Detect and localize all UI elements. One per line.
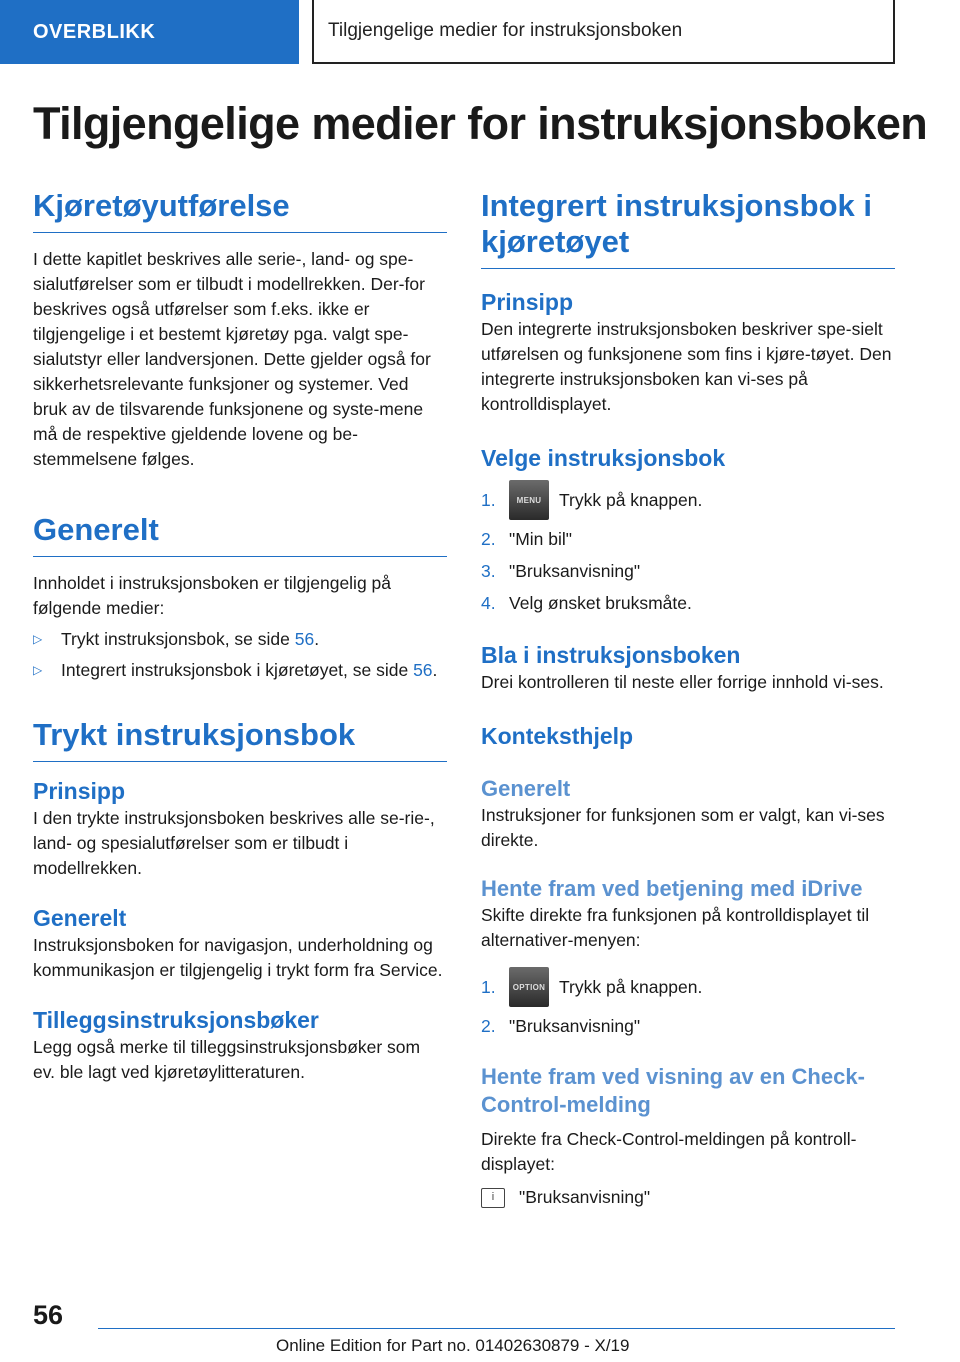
list-item: 1. MENU Trykk på knappen. — [481, 480, 895, 520]
left-column — [33, 188, 447, 1085]
list-item: 3. "Bruksanvisning" — [481, 561, 641, 581]
list-item: 4. Velg ønsket bruksmåte. — [481, 593, 692, 613]
heading-trykt: Trykt instruksjonsbok — [33, 717, 447, 762]
page-header — [0, 0, 960, 66]
heading-generelt-trykt: Generelt — [33, 905, 127, 931]
triangle-bullet-icon: ▷ — [33, 632, 43, 646]
menu-button-icon: MENU — [509, 480, 549, 520]
heading-idrive: Hente fram ved betjening med iDrive — [481, 876, 863, 901]
kjoretoy-text: I dette kapitlet beskrives alle serie-, land- og spe-sialutførelser som er tilbudt i modellrekken. Der-for beskrives også utførelser som f.eks. ikke er tilgjengelige i et bestemt kjøretøy pga. valgt spe-sialutstyr eller landversjonen. Dette gjelder også for sikkerhetsrelevante funksjoner og systemer. Ved bruk av de tilsvarende funksjonene og syste-mene må de respektive gjeldende lovene og be-stemmelsene følges. — [33, 249, 431, 469]
page-number: 56 — [33, 1300, 64, 1330]
triangle-bullet-icon: ▷ — [33, 663, 43, 677]
heading-kontekst-generelt: Generelt — [481, 776, 571, 801]
kontekst-generelt-text: Instruksjoner for funksjonen som er valgt, kan vi-ses direkte. — [481, 805, 885, 850]
option-button-icon: OPTION — [509, 967, 549, 1007]
page-link[interactable]: 56 — [294, 629, 315, 649]
list-item: ▷ Integrert instruksjonsbok i kjøretøyet, se side 56. — [33, 658, 447, 683]
generelt-trykt-text: Instruksjonsboken for navigasjon, underholdning og kommunikasjon er tilgjengelig i trykt form fra Service. — [33, 935, 443, 980]
footer-edition: Online Edition for Part no. 01402630879 - X/19 — [276, 1336, 630, 1355]
page-link[interactable]: 56 — [413, 660, 433, 680]
heading-prinsipp-integrert: Prinsipp — [481, 289, 574, 315]
heading-kontekst: Konteksthjelp — [481, 723, 634, 749]
page-title: Tilgjengelige medier for instruksjonsboken — [33, 98, 928, 149]
heading-bla: Bla i instruksjonsboken — [481, 642, 741, 668]
idrive-text: Skifte direkte fra funksjonen på kontrolldisplayet til alternativer-menyen: — [481, 905, 870, 950]
section-tab[interactable]: OVERBLIKK — [0, 0, 299, 64]
generelt-text: Innholdet i instruksjonsboken er tilgjengelig på følgende medier: — [33, 573, 392, 618]
list-item: 2. "Min bil" — [481, 529, 572, 549]
prinsipp-text: I den trykte instruksjonsboken beskrives alle se-rie-, land- og spesialutførelser som er tilbudt i modellrekken. — [33, 808, 435, 878]
heading-check: Hente fram ved visning av en Check-Control-melding — [481, 1064, 865, 1117]
heading-generelt: Generelt — [33, 512, 447, 557]
list-item: i "Bruksanvisning" — [481, 1185, 895, 1210]
list-item: ▷ Trykt instruksjonsbok, se side 56. — [33, 627, 447, 652]
heading-tillegg: Tilleggsinstruksjonsbøker — [33, 1007, 319, 1033]
footer-divider — [98, 1328, 895, 1329]
heading-prinsipp: Prinsipp — [33, 778, 126, 804]
bla-text: Drei kontrolleren til neste eller forrige innhold vi-ses. — [481, 672, 884, 692]
check-text: Direkte fra Check-Control-meldingen på kontroll-displayet: — [481, 1129, 857, 1174]
heading-velge: Velge instruksjonsbok — [481, 445, 726, 471]
tillegg-text: Legg også merke til tilleggsinstruksjonsbøker som ev. ble lagt ved kjøretøylitteraturen. — [33, 1037, 421, 1082]
list-item: 2. "Bruksanvisning" — [481, 1016, 641, 1036]
right-column — [481, 188, 895, 1210]
info-book-icon: i — [481, 1188, 505, 1208]
heading-integrert: Integrert instruksjonsbok i kjøretøyet — [481, 188, 895, 269]
prinsipp-integrert-text: Den integrerte instruksjonsboken beskriver spe-sielt utførelsen og funksjonene som fins i kjøre-tøyet. Den integrerte instruksjonsboken kan vi-ses på kontrolldisplayet. — [481, 319, 892, 414]
chapter-title: Tilgjengelige medier for instruksjonsboken — [312, 0, 895, 64]
list-item: 1. OPTION Trykk på knappen. — [481, 967, 895, 1007]
heading-kjoretoyutforelse: Kjøretøyutførelse — [33, 188, 447, 233]
